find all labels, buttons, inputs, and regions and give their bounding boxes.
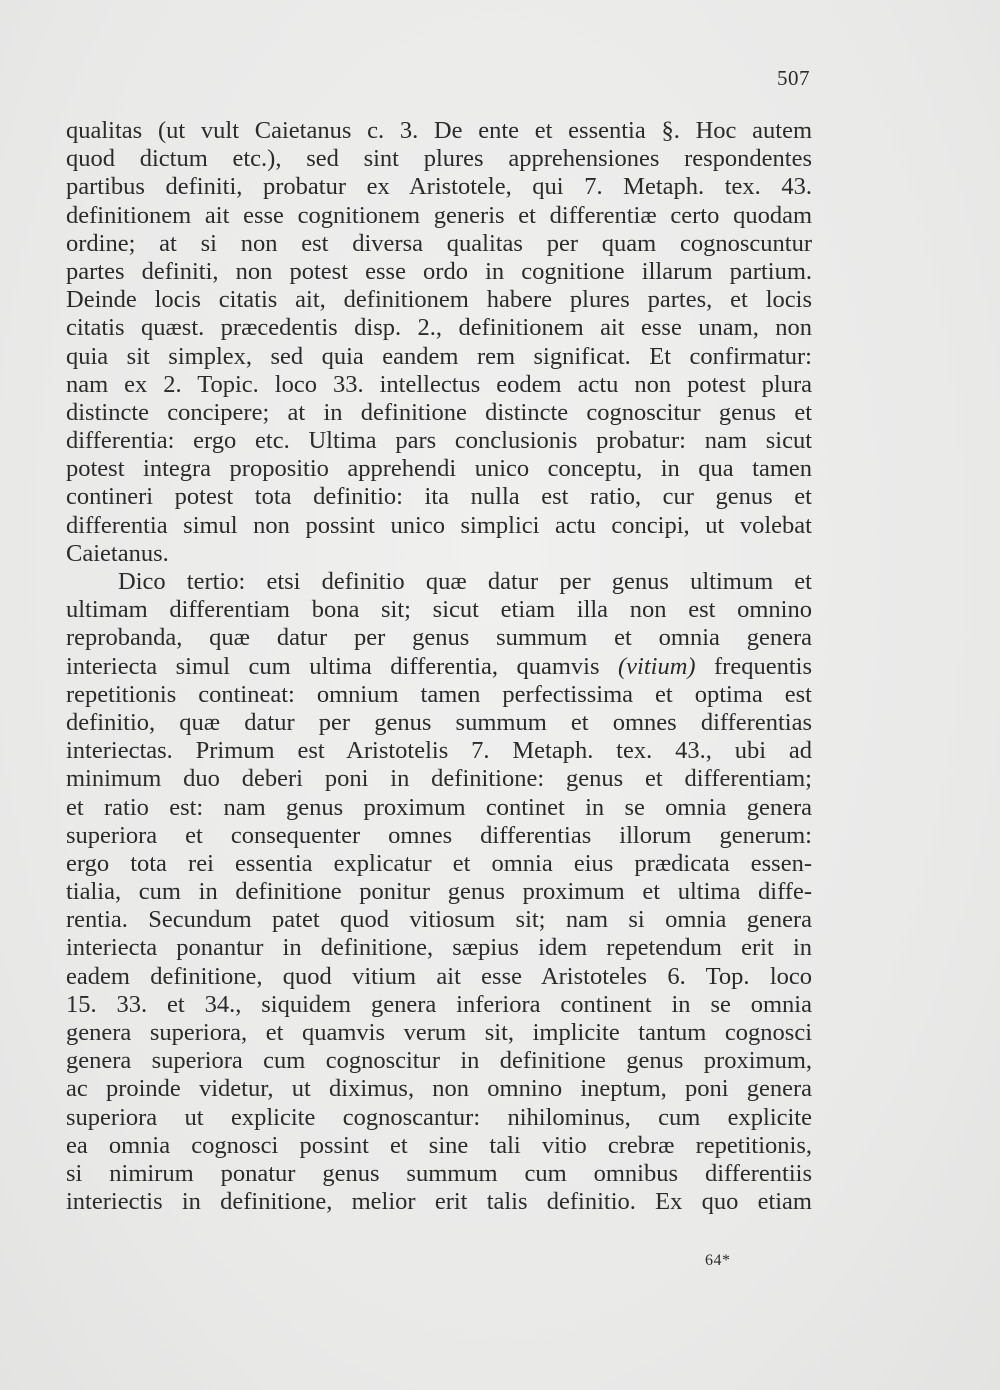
text-line: genera superiora, et quamvis verum sit, implicite tantum cognosci bbox=[66, 1019, 812, 1046]
text-line: distincte concipere; at in definitione distincte cognoscitur genus et bbox=[66, 398, 812, 426]
text-line: ultimam differentiam bona sit; sicut etiam illa non est omnino bbox=[66, 596, 812, 624]
text-line: repetitionis contineat: omnium tamen perfectissima et optima est bbox=[66, 680, 812, 708]
text-line: potest integra propositio apprehendi unico conceptu, in qua tamen bbox=[66, 455, 812, 483]
text-line: partibus definiti, probatur ex Aristotele, qui 7. Metaph. tex. 43. bbox=[66, 173, 812, 201]
text-line: reprobanda, quæ datur per genus summum et omnia genera bbox=[66, 624, 812, 652]
text-line: interiectis in definitione, melior erit talis definitio. Ex quo etiam bbox=[66, 1188, 812, 1216]
text-line: nam ex 2. Topic. loco 33. intellectus eodem actu non potest plura bbox=[66, 370, 812, 398]
text-line: interiectas. Primum est Aristotelis 7. Metaph. tex. 43., ubi ad bbox=[66, 737, 812, 765]
text-line: quia sit simplex, sed quia eandem rem significat. Et confirmatur: bbox=[66, 342, 812, 370]
text-line: genera superiora cum cognoscitur in definitione genus proximum, bbox=[66, 1047, 812, 1075]
text-line: quod dictum etc.), sed sint plures apprehensiones respondentes bbox=[66, 145, 812, 173]
text-line: definitio, quæ datur per genus summum et omnes differentias bbox=[66, 708, 812, 736]
text-line: interiecta ponantur in definitione, sæpius idem repetendum erit in bbox=[66, 934, 812, 962]
text-line: tialia, cum in definitione ponitur genus proximum et ultima diffe- bbox=[66, 878, 812, 906]
text-line: ac proinde videtur, ut diximus, non omnino ineptum, poni genera bbox=[66, 1075, 812, 1103]
text-line: ergo tota rei essentia explicatur et omnia eius prædicata essen- bbox=[66, 849, 812, 877]
text-line: differentia: ergo etc. Ultima pars conclusionis probatur: nam sicut bbox=[66, 427, 812, 455]
text-line: definitionem ait esse cognitionem generis et differentiæ certo quodam bbox=[66, 201, 812, 229]
text-line: Deinde locis citatis ait, definitionem habere plures partes, et locis bbox=[66, 286, 812, 314]
body-text bbox=[66, 117, 812, 1216]
text-line: ea omnia cognosci possint et sine tali vitio crebræ repetitionis, bbox=[66, 1131, 812, 1159]
text-line: Caietanus. bbox=[66, 539, 169, 567]
text-line: minimum duo deberi poni in definitione: genus et differentiam; bbox=[66, 765, 812, 793]
text-line: qualitas (ut vult Caietanus c. 3. De ente et essentia §. Hoc autem bbox=[66, 117, 812, 144]
text-line: superiora et consequenter omnes differentias illorum generum: bbox=[66, 821, 812, 849]
text-line: si nimirum ponatur genus summum cum omnibus differentiis bbox=[66, 1159, 812, 1187]
page-number: 507 bbox=[777, 66, 810, 90]
text-line: eadem definitione, quod vitium ait esse Aristoteles 6. Top. loco bbox=[66, 962, 812, 990]
signature-mark: 64* bbox=[705, 1252, 731, 1269]
text-line: partes definiti, non potest esse ordo in cognitione illarum partium. bbox=[66, 257, 812, 285]
text-line: interiecta simul cum ultima differentia, quamvis (vitium) frequentis bbox=[66, 652, 812, 680]
text-line: rentia. Secundum patet quod vitiosum sit; nam si omnia genera bbox=[66, 906, 812, 934]
italic-term: (vitium) bbox=[617, 652, 696, 680]
text-line: superiora ut explicite cognoscantur: nihilominus, cum explicite bbox=[66, 1103, 812, 1131]
text-line: contineri potest tota definitio: ita nulla est ratio, cur genus et bbox=[66, 483, 812, 511]
text-line: et ratio est: nam genus proximum continet in se omnia genera bbox=[66, 793, 812, 821]
text-line: 15. 33. et 34., siquidem genera inferiora continent in se omnia bbox=[66, 990, 812, 1018]
text-line: ordine; at si non est diversa qualitas per quam cognoscuntur bbox=[66, 229, 812, 257]
text-line: Dico tertio: etsi definitio quæ datur per genus ultimum et bbox=[118, 568, 812, 595]
text-line: citatis quæst. præcedentis disp. 2., definitionem ait esse unam, non bbox=[66, 314, 812, 342]
text-line: differentia simul non possint unico simplici actu concipi, ut volebat bbox=[66, 511, 812, 539]
